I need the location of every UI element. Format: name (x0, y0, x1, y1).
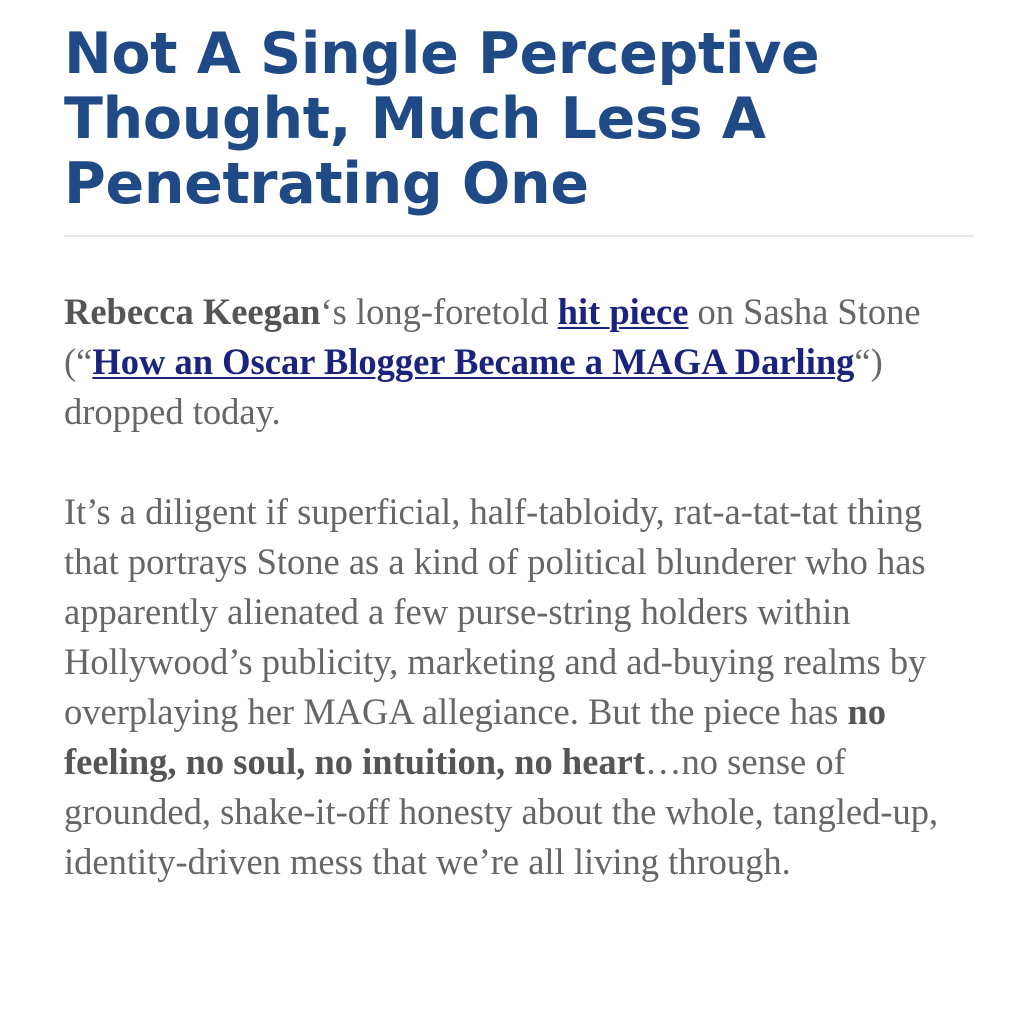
hit-piece-link[interactable]: hit piece (557, 291, 689, 332)
headline-line-3: Penetrating One (64, 151, 589, 217)
article (64, 22, 974, 887)
headline-line-2: Thought, Much Less A (64, 86, 766, 152)
intro-text-3: “) dropped today. (64, 341, 883, 432)
body-text-1: It’s a diligent if superficial, half-tabloidy, rat-a-tat-tat thing that portrays Stone as a kind of political blunderer who has apparently alienated a few purse-string holders within Hollywood’s publicity, marketing and ad-buying realms by overplaying her MAGA allegiance. But the piece has (64, 491, 927, 732)
author-name: Rebecca Keegan (64, 291, 321, 332)
body-text-2: …no sense of grounded, shake-it-off honesty about the whole, tangled-up, identity-driven mess that we’re all living through. (64, 741, 939, 882)
article-title-link[interactable]: How an Oscar Blogger Became a MAGA Darling (92, 341, 855, 382)
body-paragraph (64, 487, 974, 887)
article-headline (64, 22, 974, 217)
headline-line-1: Not A Single Perceptive (64, 21, 820, 87)
intro-text-2: on Sasha Stone (“ (64, 291, 921, 382)
intro-paragraph (64, 287, 974, 437)
intro-text-1: ‘s long-foretold (320, 291, 558, 332)
headline-divider (64, 235, 974, 237)
body-bold-phrase: no feeling, no soul, no intuition, no heart (64, 691, 887, 782)
